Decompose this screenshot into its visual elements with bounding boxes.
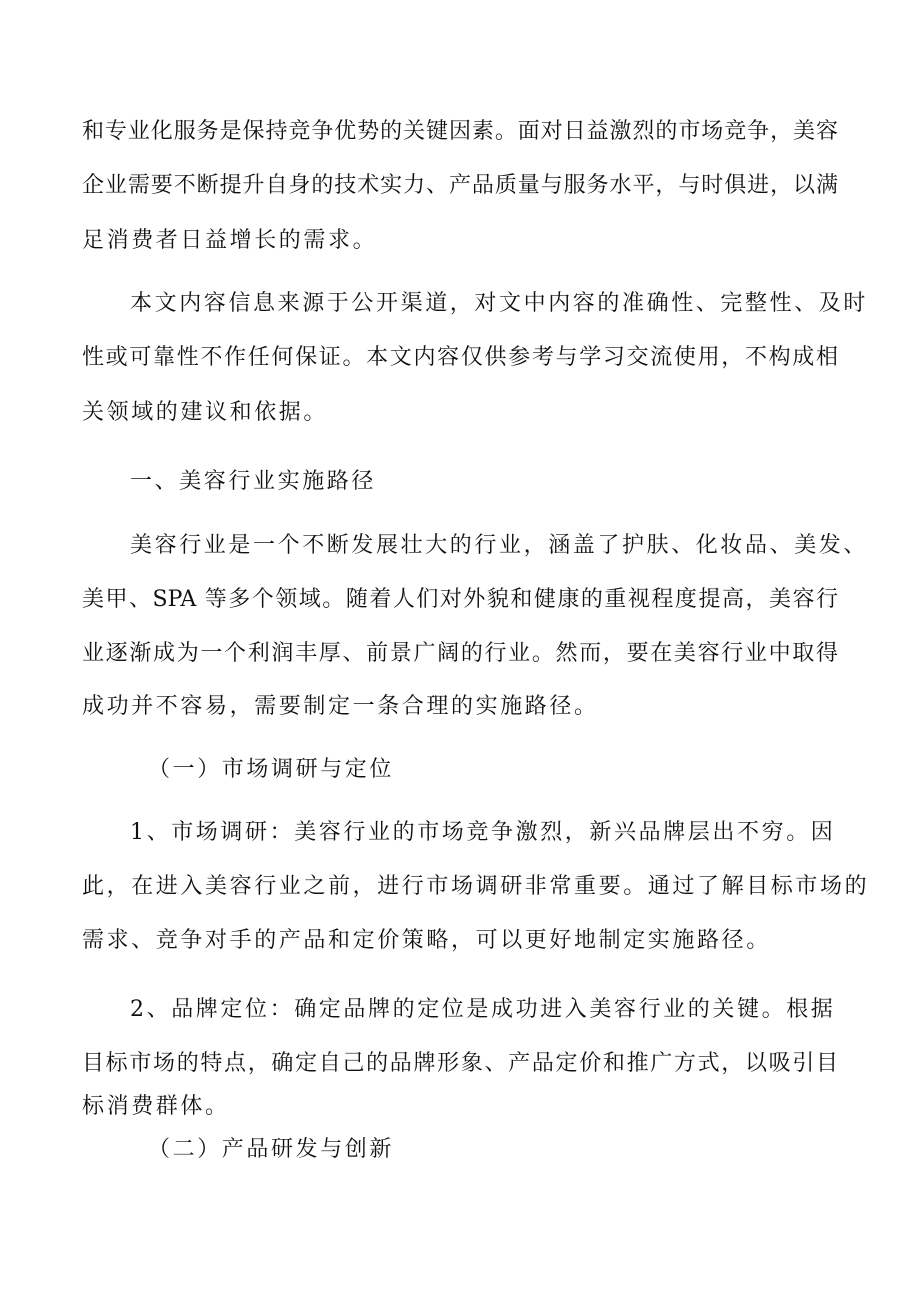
paragraph-line: 关领域的建议和依据。 (82, 400, 329, 425)
paragraph-line: 美容行业是一个不断发展壮大的行业，涵盖了护肤、化妆品、美发、 (130, 533, 869, 558)
paragraph-line: 和专业化服务是保持竞争优势的关键因素。面对日益激烈的市场竞争，美容 (82, 119, 838, 144)
paragraph-line: 标消费群体。 (82, 1094, 230, 1119)
subsection-heading: （二）产品研发与创新 (148, 1137, 395, 1162)
paragraph-line: 目标市场的特点，确定自己的品牌形象、产品定价和推广方式，以吸引目 (82, 1051, 838, 1076)
paragraph-line: 业逐渐成为一个利润丰厚、前景广阔的行业。然而，要在美容行业中取得 (82, 641, 838, 666)
paragraph-line: 需求、竞争对手的产品和定价策略，可以更好地制定实施路径。 (82, 928, 771, 953)
paragraph-line: 本文内容信息来源于公开渠道，对文中内容的准确性、完整性、及时 (130, 291, 869, 316)
paragraph-line: 1、市场调研：美容行业的市场竞争激烈，新兴品牌层出不穷。因 (130, 820, 836, 845)
paragraph-line: 足消费者日益增长的需求。 (82, 228, 378, 253)
paragraph-line: 性或可靠性不作任何保证。本文内容仅供参考与学习交流使用，不构成相 (82, 345, 838, 370)
paragraph-line: 此，在进入美容行业之前，进行市场调研非常重要。通过了解目标市场的 (82, 874, 870, 899)
paragraph-line: 美甲、SPA 等多个领域。随着人们对外貌和健康的重视程度提高，美容行 (82, 587, 838, 612)
paragraph-line: 2、品牌定位：确定品牌的定位是成功进入美容行业的关键。根据 (130, 997, 836, 1022)
paragraph-line: 成功并不容易，需要制定一条合理的实施路径。 (82, 694, 599, 719)
paragraph-line: 企业需要不断提升自身的技术实力、产品质量与服务水平，与时俱进，以满 (82, 173, 838, 198)
subsection-heading: （一）市场调研与定位 (148, 757, 395, 782)
section-heading: 一、美容行业实施路径 (130, 469, 377, 494)
